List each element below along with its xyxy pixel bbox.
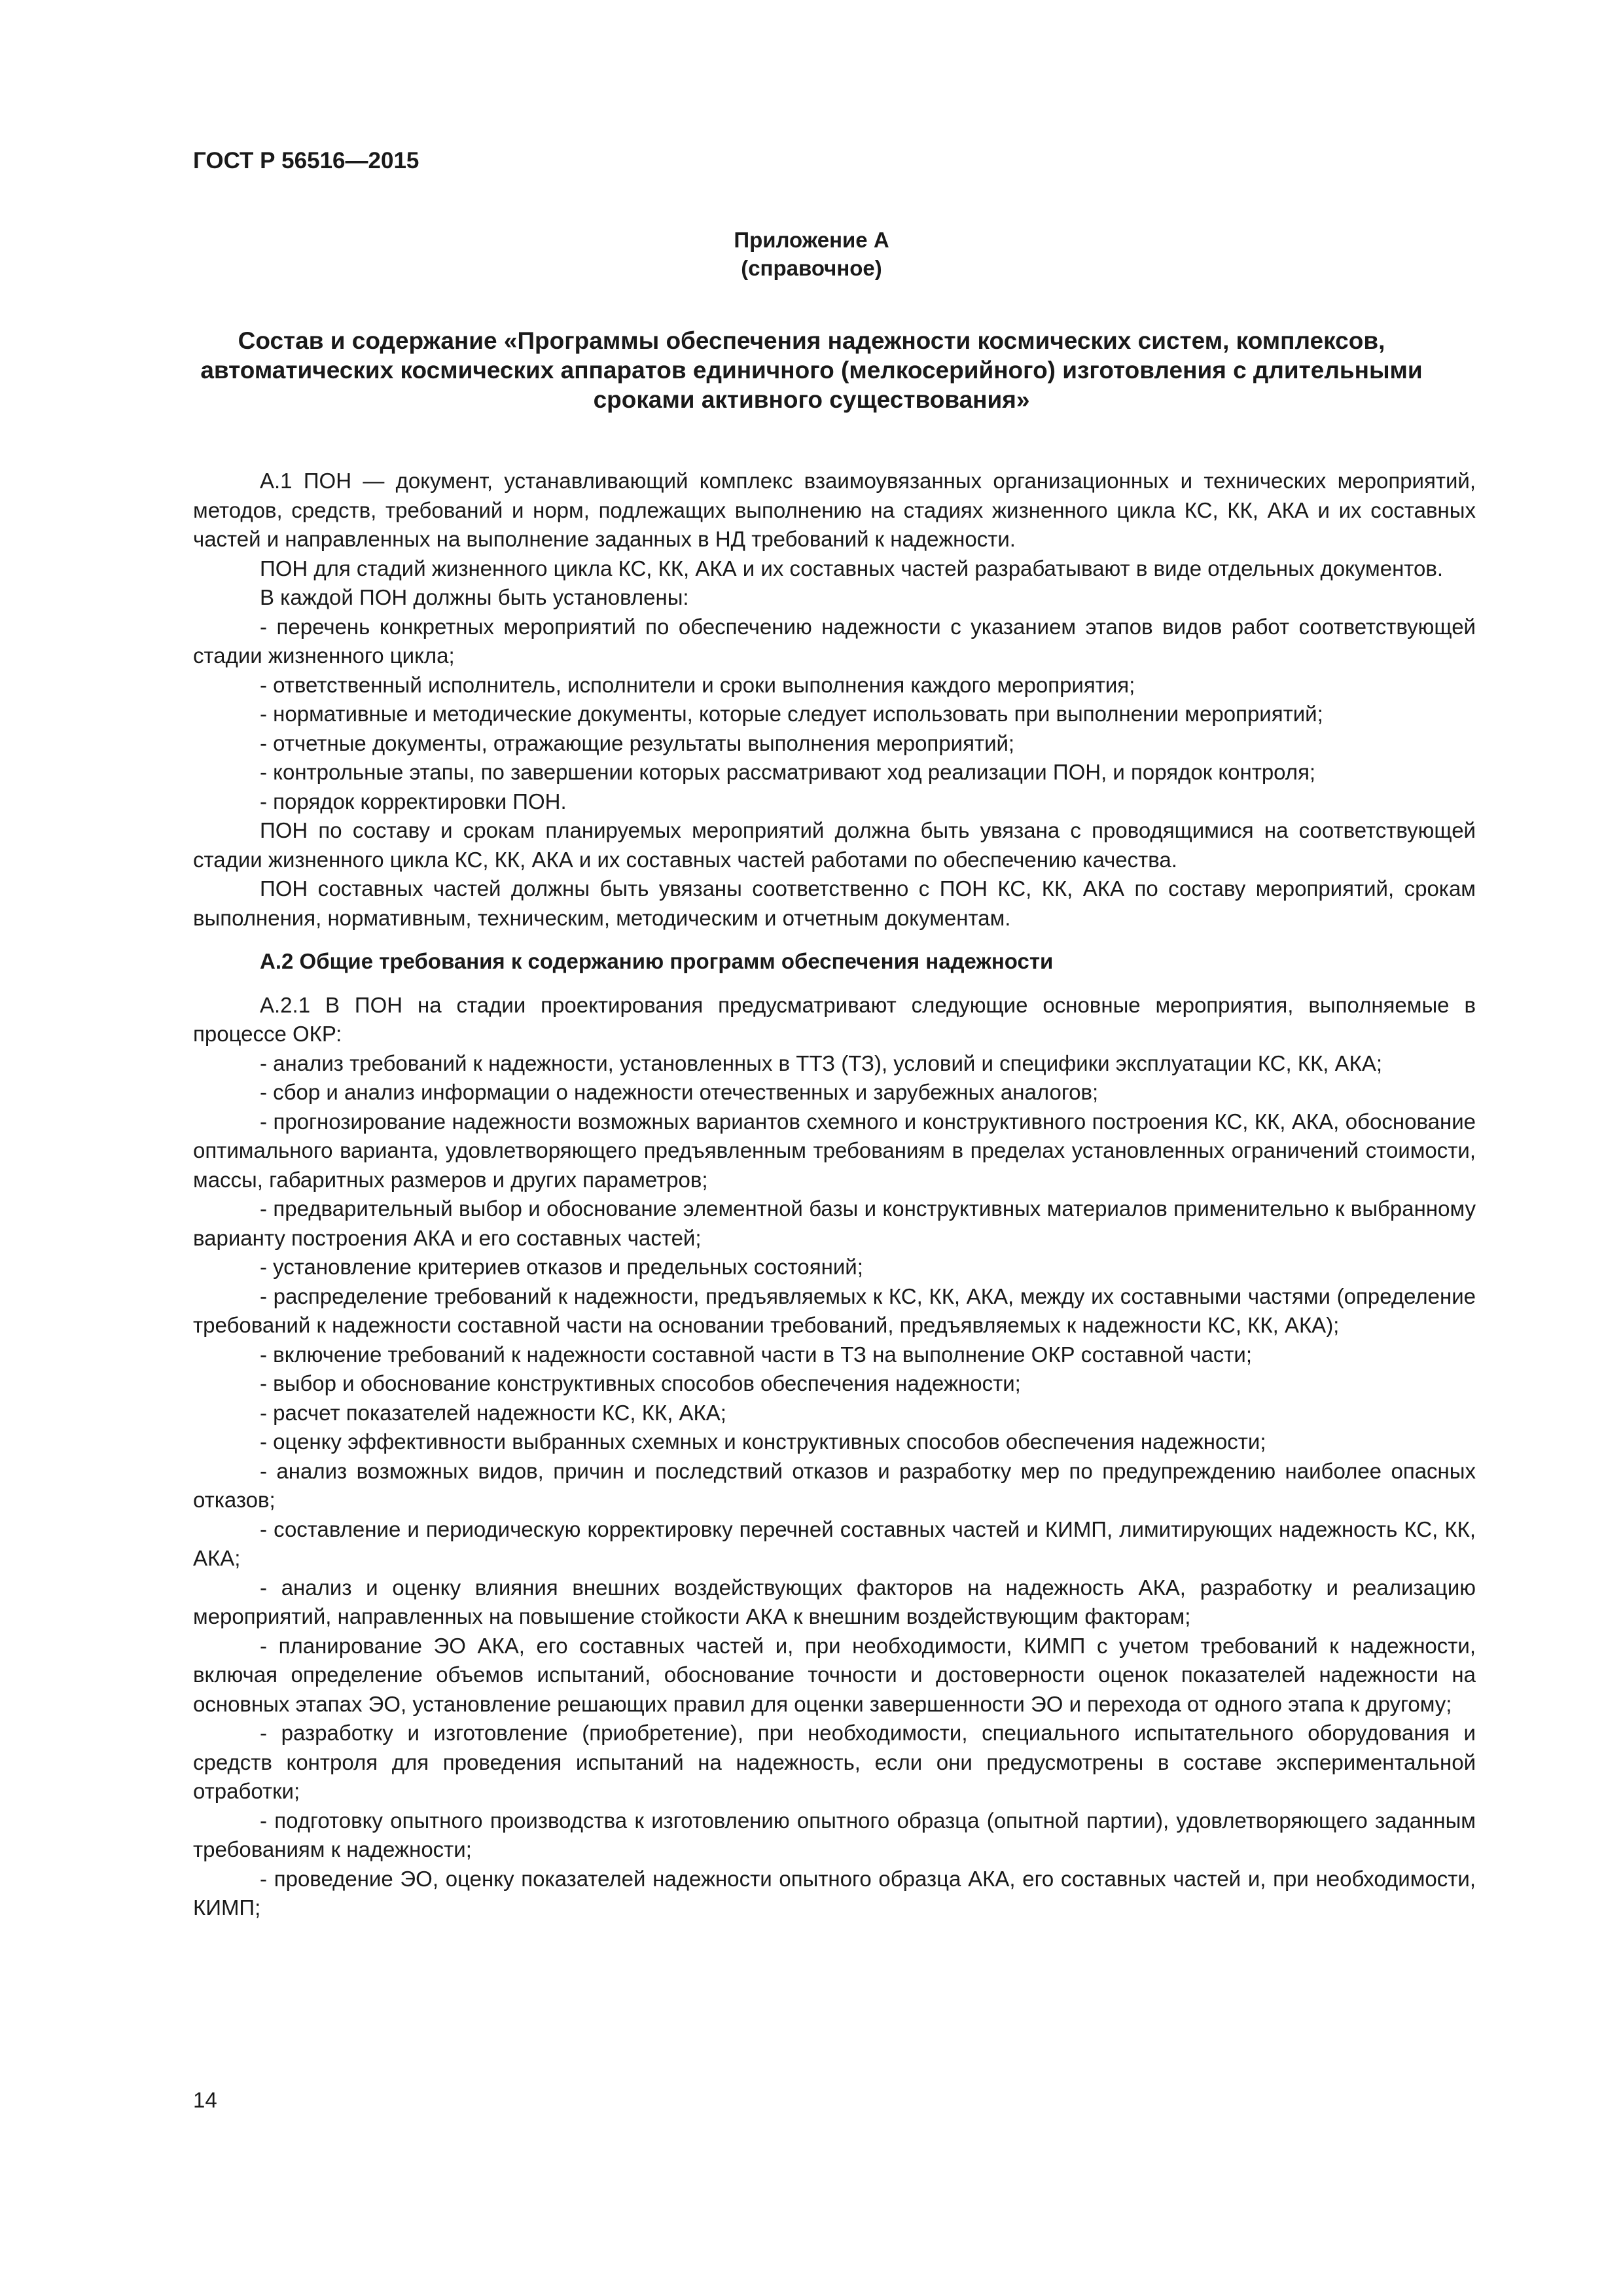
- appendix-title: Состав и содержание «Программы обеспечения надежности космических систем, комплексов, автоматических космических аппаратов единичного (мелкосерийного) изготовления с длительными сроками активного существования»: [200, 327, 1423, 413]
- list-item: - составление и периодическую корректировку перечней составных частей и КИМП, лимитирующих надежность КС, КК, АКА;: [193, 1516, 1476, 1570]
- section-heading: А.2 Общие требования к содержанию программ обеспечения надежности: [260, 949, 1054, 973]
- list-item: - анализ возможных видов, причин и последствий отказов и разработку мер по предупреждению наиболее опасных отказов;: [193, 1458, 1476, 1512]
- paragraph: В каждой ПОН должны быть установлены:: [260, 585, 689, 609]
- list-item: - оценку эффективности выбранных схемных и конструктивных способов обеспечения надежности;: [260, 1429, 1266, 1454]
- list-item: - отчетные документы, отражающие результаты выполнения мероприятий;: [260, 730, 1015, 755]
- list-item: - установление критериев отказов и предельных состояний;: [260, 1255, 863, 1279]
- list-item: - анализ требований к надежности, установленных в ТТЗ (ТЗ), условий и специфики эксплуатации КС, КК, АКА;: [260, 1050, 1383, 1075]
- paragraph: А.1 ПОН — документ, устанавливающий комплекс взаимоувязанных организационных и технических мероприятий, методов, средств, требований и норм, подлежащих выполнению на стадиях жизненного цикла КС, КК, АКА и их составных частей и направленных на выполнение заданных в НД требований к надежности.: [193, 469, 1476, 551]
- paragraph: А.2.1 В ПОН на стадии проектирования предусматривают следующие основные мероприятия, выполняемые в процессе ОКР:: [193, 992, 1476, 1046]
- list-item: - распределение требований к надежности, предъявляемых к КС, КК, АКА, между их составными частями (определение требований к надежности составной части на основании требований, предъявляемых к надежности КС, КК, АКА);: [193, 1283, 1476, 1337]
- list-item: - расчет показателей надежности КС, КК, АКА;: [260, 1400, 726, 1425]
- list-item: - планирование ЭО АКА, его составных частей и, при необходимости, КИМП с учетом требований к надежности, включая определение объемов испытаний, обоснование точности и достоверности оценок показателей надежности на основных этапах ЭО, установление решающих правил для оценки завершенности ЭО и перехода от одного этапа к другому;: [193, 1633, 1476, 1716]
- list-item: - контрольные этапы, по завершении которых рассматривают ход реализации ПОН, и порядок контроля;: [260, 760, 1316, 784]
- document-body: [193, 467, 1476, 1923]
- list-item: - разработку и изготовление (приобретение), при необходимости, специального испытательного оборудования и средств контроля для проведения испытаний на надежность, если они предусмотрены в составе экспериментальной отработки;: [193, 1721, 1476, 1803]
- document-code: ГОСТ Р 56516—2015: [193, 148, 419, 173]
- list-item: - предварительный выбор и обоснование элементной базы и конструктивных материалов применительно к выбранному варианту построения АКА и его составных частей;: [193, 1196, 1476, 1250]
- list-item: - проведение ЭО, оценку показателей надежности опытного образца АКА, его составных частей и, при необходимости, КИМП;: [193, 1866, 1476, 1920]
- list-item: - порядок корректировки ПОН.: [260, 789, 567, 814]
- list-item: - выбор и обоснование конструктивных способов обеспечения надежности;: [260, 1371, 1021, 1395]
- paragraph: ПОН для стадий жизненного цикла КС, КК, АКА и их составных частей разрабатывают в виде отдельных документов.: [260, 556, 1444, 581]
- page-number: 14: [193, 2088, 217, 2112]
- list-item: - включение требований к надежности составной части в ТЗ на выполнение ОКР составной части;: [260, 1342, 1253, 1367]
- paragraph: ПОН составных частей должны быть увязаны соответственно с ПОН КС, КК, АКА по составу мероприятий, срокам выполнения, нормативным, техническим, методическим и отчетным документам.: [193, 876, 1476, 930]
- appendix-heading: [0, 226, 1623, 282]
- list-item: - сбор и анализ информации о надежности отечественных и зарубежных аналогов;: [260, 1080, 1099, 1104]
- appendix-label: Приложение А: [734, 228, 889, 252]
- list-item: - прогнозирование надежности возможных вариантов схемного и конструктивного построения КС, КК, АКА, обоснование оптимального варианта, удовлетворяющего предъявленным требованиям в пределах установленных ограничений стоимости, массы, габаритных размеров и других параметров;: [193, 1109, 1476, 1192]
- appendix-type: (справочное): [741, 256, 882, 280]
- paragraph: ПОН по составу и срокам планируемых мероприятий должна быть увязана с проводящимися на соответствующей стадии жизненного цикла КС, КК, АКА и их составных частей работами по обеспечению качества.: [193, 818, 1476, 872]
- list-item: - ответственный исполнитель, исполнители и сроки выполнения каждого мероприятия;: [260, 672, 1135, 697]
- list-item: - анализ и оценку влияния внешних воздействующих факторов на надежность АКА, разработку и реализацию мероприятий, направленных на повышение стойкости АКА к внешним воздействующим факторам;: [193, 1575, 1476, 1628]
- list-item: - подготовку опытного производства к изготовлению опытного образца (опытной партии), удовлетворяющего заданным требованиям к надежности;: [193, 1808, 1476, 1861]
- list-item: - нормативные и методические документы, которые следует использовать при выполнении мероприятий;: [260, 702, 1323, 726]
- list-item: - перечень конкретных мероприятий по обеспечению надежности с указанием этапов видов работ соответствующей стадии жизненного цикла;: [193, 614, 1476, 668]
